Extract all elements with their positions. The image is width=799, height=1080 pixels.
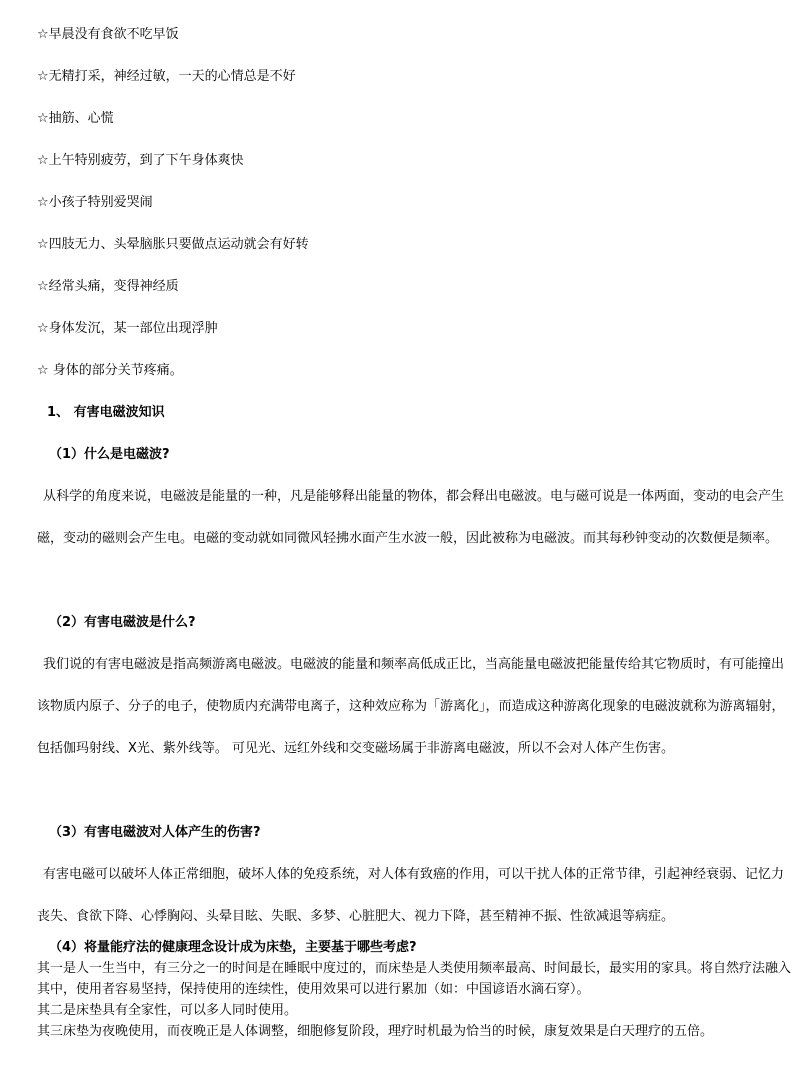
symptom-item: ☆身体发沉，某一部位出现浮肿: [37, 321, 218, 336]
symptom-item: ☆抽筋、心慌: [37, 111, 114, 126]
question-2-heading: （2）有害电磁波是什么?: [49, 615, 196, 630]
question-1-body: 从科学的角度来说，电磁波是能量的一种，凡是能够释出能量的物体，都会释出电磁波。电与磁可说是一体两面，变动的电会产生磁，变动的磁则会产生电。电磁的变动就如同微风轻拂水面产生水波一般，因此被称为电磁波。而其每秒钟变动的次数便是频率。: [37, 489, 785, 546]
question-3-heading: （3）有害电磁波对人体产生的伤害?: [49, 825, 261, 840]
question-2-body: 我们说的有害电磁波是指高频游离电磁波。电磁波的能量和频率高低成正比，当高能量电磁波把能量传给其它物质时，有可能撞出该物质内原子、分子的电子，使物质内充满带电离子，这种效应称为「游离化」，而造成这种游离化现象的电磁波就称为游离辐射，包括伽玛射线、X光、紫外线等。 可见光、远红外线和交变磁场属于非游离电磁波，所以不会对人体产生伤害。: [37, 657, 785, 756]
question-1-heading: （1）什么是电磁波?: [49, 447, 170, 462]
question-4-paragraph: 其二是床垫具有全家性，可以多人同时使用。: [37, 1003, 298, 1018]
question-4-paragraph: 其三床垫为夜晚使用，而夜晚正是人体调整，细胞修复阶段，理疗时机最为恰当的时候，康复效果是白天理疗的五倍。: [37, 1024, 714, 1039]
symptom-item: ☆早晨没有食欲不吃早饭: [37, 27, 179, 42]
symptom-item: ☆四肢无力、头晕脑胀只要做点运动就会有好转: [37, 237, 309, 252]
question-4-body: [37, 958, 793, 1042]
symptom-item: ☆无精打采，神经过敏，一天的心情总是不好: [37, 69, 296, 84]
question-3-body: 有害电磁可以破坏人体正常细胞，破坏人体的免疫系统，对人体有致癌的作用，可以干扰人体的正常节律，引起神经衰弱、记忆力丧失、食欲下降、心悸胸闷、头晕目眩、失眠、多梦、心脏肥大、视力下降，甚至精神不振、性欲减退等病症。: [37, 867, 785, 924]
question-4-paragraph: 其一是人一生当中，有三分之一的时间是在睡眠中度过的，而床垫是人类使用频率最高、时间最长，最实用的家具。将自然疗法融入其中，使用者容易坚持，保持使用的连续性，使用效果可以进行累加（如：中国谚语水滴石穿）。: [37, 961, 792, 997]
section-heading: 1、 有害电磁波知识: [47, 405, 165, 420]
symptom-item: ☆小孩子特别爱哭闹: [37, 195, 153, 210]
symptom-item: ☆ 身体的部分关节疼痛。: [37, 363, 183, 378]
symptom-item: ☆经常头痛，变得神经质: [37, 279, 179, 294]
question-4-heading: （4）将量能疗法的健康理念设计成为床垫，主要基于哪些考虑?: [49, 940, 417, 955]
symptom-item: ☆上午特别疲劳，到了下午身体爽快: [37, 153, 244, 168]
